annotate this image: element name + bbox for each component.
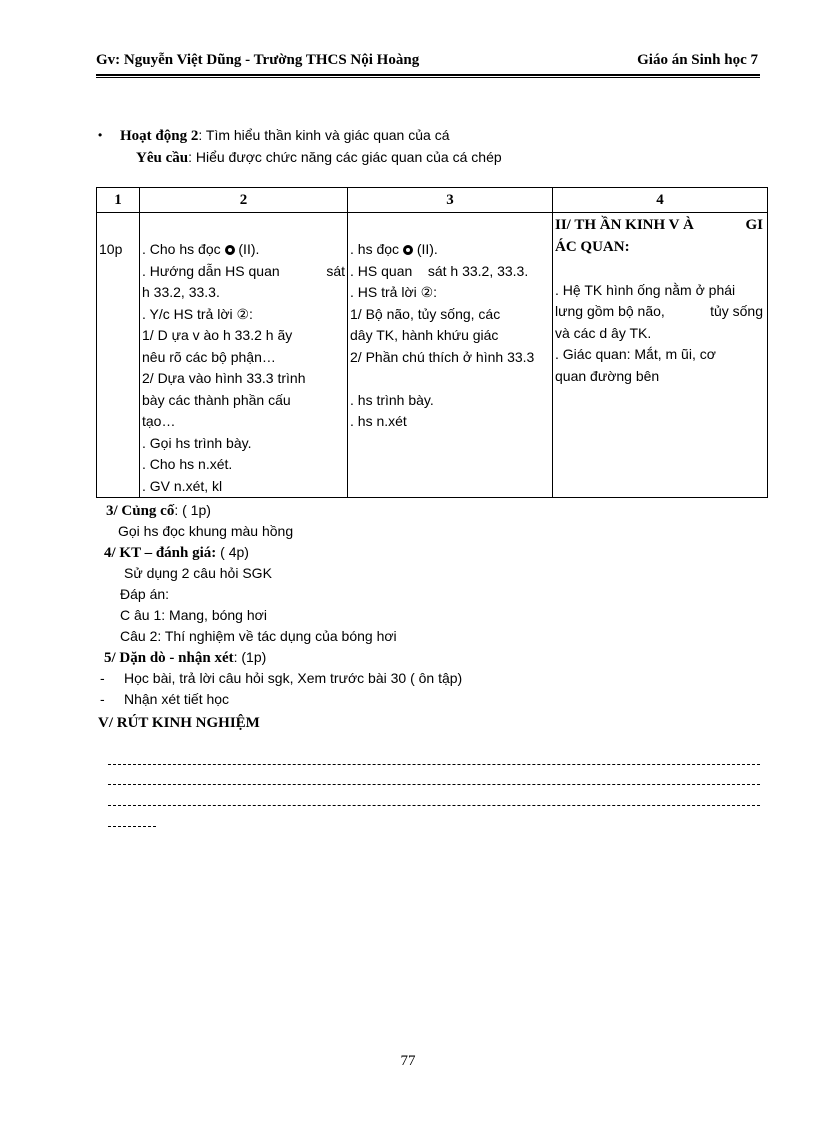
header-cell-1: 1 [97, 188, 140, 213]
table-row [97, 213, 768, 498]
time-cell [97, 213, 140, 498]
circle-icon [403, 245, 413, 255]
lesson-table [96, 187, 768, 498]
header-teacher-school: Gv: Nguyễn Việt Dũng - Trường THCS Nội Hoàng [96, 52, 420, 68]
dashed-line [108, 826, 156, 827]
list-item: - Học bài, trả lời câu hỏi sgk, Xem trước bài 30 ( ôn tập) [100, 670, 463, 686]
bullet-icon: • [98, 128, 103, 142]
header-cell-2: 2 [140, 188, 348, 213]
activity-title: Hoạt động 2: Tìm hiểu thần kinh và giác quan của cá [120, 127, 450, 144]
dashed-line [108, 784, 760, 785]
time-value: 10p [99, 241, 123, 257]
section-experience: V/ RÚT KINH NGHIỆM [98, 715, 260, 731]
activity-requirement: Yêu cầu: Hiểu được chức năng các giác quan của cá chép [136, 149, 502, 166]
content-cell: II/ TH ẦN KINH V À GI ÁC QUAN: . Hệ TK hình ống nằm ở phái lưng gồm bộ não, tủy sống và các d ây TK. . Giác quan: Mắt, m ũi, cơ quan đường bên [553, 213, 768, 498]
list-item: - Nhận xét tiết học [100, 691, 230, 707]
dashed-line [108, 805, 760, 806]
content-title: II/ TH ẦN KINH V À GI [555, 217, 763, 233]
page-number: 77 [400, 1053, 416, 1069]
student-activity-cell: . hs đọc (II). . HS quan sát h 33.2, 33.3. . HS trả lời ②: 1/ Bộ não, tủy sống, các dây TK, hành khứu giác 2/ Phần chú thích ở hình 33.3 . hs trình bày. . hs n.xét [348, 213, 553, 498]
section-homework: 5/ Dặn dò - nhận xét: (1p) [104, 649, 267, 666]
header-cell-4: 4 [553, 188, 768, 213]
section-assessment: 4/ KT – đánh giá: ( 4p) [104, 544, 249, 561]
page-header [96, 52, 758, 74]
section-reinforce: 3/ Củng cố: ( 1p) [106, 502, 211, 519]
teacher-activity-cell: . Cho hs đọc (II). . Hướng dẫn HS quan sát h 33.2, 33.3. . Y/c HS trả lời ②: 1/ D ựa v ào h 33.2 h ãy nêu rõ các bộ phận… 2/ Dựa vào hình 33.3 trình bày các thành phần cấu tạo… . Gọi hs trình bày. . Cho hs n.xét. . GV n.xét, kl [140, 213, 348, 498]
header-rule [96, 74, 760, 78]
table-header-row [97, 188, 768, 213]
header-subject: Giáo án Sinh học 7 [637, 52, 758, 68]
header-cell-3: 3 [348, 188, 553, 213]
dashed-line [108, 764, 760, 765]
circle-icon [225, 245, 235, 255]
